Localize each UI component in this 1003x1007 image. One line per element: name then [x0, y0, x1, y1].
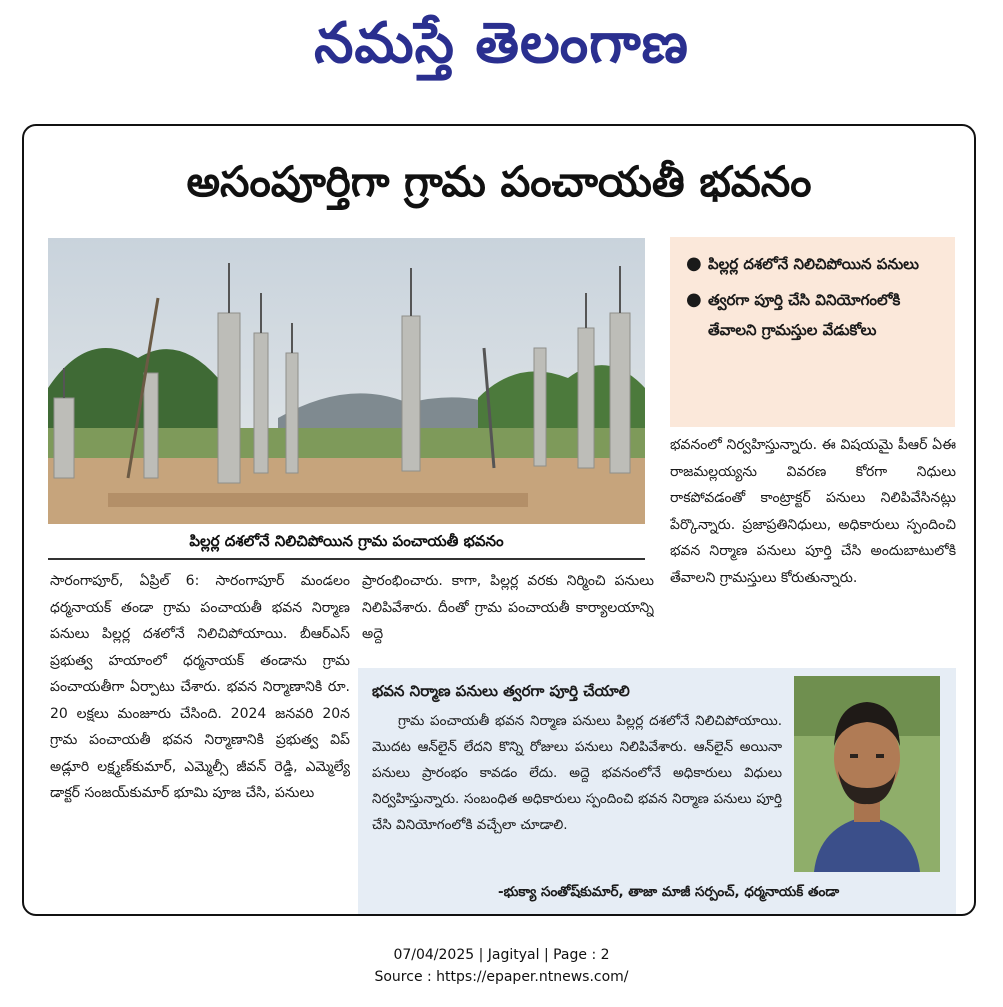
- portrait-photo: [794, 676, 940, 872]
- article-photo: [48, 238, 645, 524]
- footer-date-edition: 07/04/2025 | Jagityal | Page : 2: [393, 947, 610, 963]
- column-text: ప్రారంభించారు. కాగా, పిల్లర్ల వరకు నిర్మించి పనులు నిలిపివేశారు. దీంతో గ్రామ పంచాయతీ కార్యాలయాన్ని అద్దె: [362, 573, 654, 642]
- quote-body: గ్రామ పంచాయతీ భవన నిర్మాణ పనులు పిల్లర్ల దశలోనే నిలిచిపోయాయి. మొదట ఆన్‌లైన్ లేదని కొన్ని రోజులు పనులు నిలిపివేశారు. ఆన్‌లైన్ అయినా పనులు ప్రారంభం కావడం లేదు. అద్దె భవనంలోనే అధికారులు విధులు నిర్వహిస్తున్నారు. సంబంధిత అధికారులు స్పందించి భవన నిర్మాణ పనులు పూర్తి చేసి వినియోగంలోకి వచ్చేలా చూడాలి.: [372, 713, 782, 833]
- masthead-logo: నమస్తే తెలంగాణ: [314, 11, 689, 76]
- article-column-2: [362, 568, 654, 648]
- column-text: సారంగాపూర్, ఏప్రిల్ 6: సారంగాపూర్ మండలం ధర్మనాయక్ తండా గ్రామ పంచాయతీ భవన నిర్మాణ పనులు పిల్లర్ల దశలోనే నిలిచిపోయాయి. బీఆర్ఎస్ ప్రభుత్వ హయాంలో ధర్మనాయక్ తండాను గ్రామ పంచాయతీగా ఏర్పాటు చేశారు. భవన నిర్మాణానికి రూ. 20 లక్షలు మంజూరు చేసింది. 2024 జనవరి 20న గ్రామ పంచాయతీ భవన నిర్మాణానికి ప్రభుత్వ విప్ అడ్లూరి లక్ష్మణ్‌కుమార్, ఎమ్మెల్సీ జీవన్ రెడ్డి, ఎమ్మెల్యే డాక్టర్ సంజయ్‌కుమార్ భూమి పూజ చేసి, పనులు: [50, 573, 350, 801]
- article-column-3: [670, 432, 956, 662]
- bullet-icon: ●: [686, 253, 702, 274]
- photo-caption: పిల్లర్ల దశలోనే నిలిచిపోయిన గ్రామ పంచాయతీ భవనం: [189, 532, 504, 550]
- column-text: భవనంలో నిర్వహిస్తున్నారు. ఈ విషయమై పీఆర్ ఏఈ రాజమల్లయ్యను వివరణ కోరగా నిధులు రాకపోవడంతో కాంట్రాక్టర్ పనులు నిలిపివేసినట్లు పేర్కొన్నారు. ప్రజాప్రతినిధులు, అధికారులు స్పందించి భవన నిర్మాణ పనులు పూర్తి చేసి అందుబాటులోకి తేవాలని గ్రామస్తులు కోరుతున్నారు.: [670, 437, 956, 586]
- highlights-box: [670, 237, 955, 427]
- quote-box: [358, 668, 956, 914]
- footer-source-link[interactable]: Source : https://epaper.ntnews.com/: [374, 969, 629, 985]
- quote-signature: -భుక్యా సంతోష్‌కుమార్, తాజా మాజీ సర్పంచ్, ధర్మనాయక్ తండా: [498, 884, 840, 900]
- article-column-1: [50, 568, 350, 908]
- highlight-item: [686, 249, 945, 279]
- bullet-icon: ●: [686, 289, 702, 310]
- highlight-text: త్వరగా పూర్తి చేసి వినియోగంలోకి తేవాలని గ్రామస్తుల వేడుకోలు: [708, 291, 901, 339]
- highlight-item: [686, 285, 945, 345]
- article-frame: [22, 124, 976, 916]
- article-headline: అసంపూర్తిగా గ్రామ పంచాయతీ భవనం: [186, 157, 812, 206]
- quote-title: భవన నిర్మాణ పనులు త్వరగా పూర్తి చేయాలి: [372, 682, 630, 700]
- highlight-text: పిల్లర్ల దశలోనే నిలిచిపోయిన పనులు: [708, 255, 919, 273]
- caption-divider: [48, 558, 645, 560]
